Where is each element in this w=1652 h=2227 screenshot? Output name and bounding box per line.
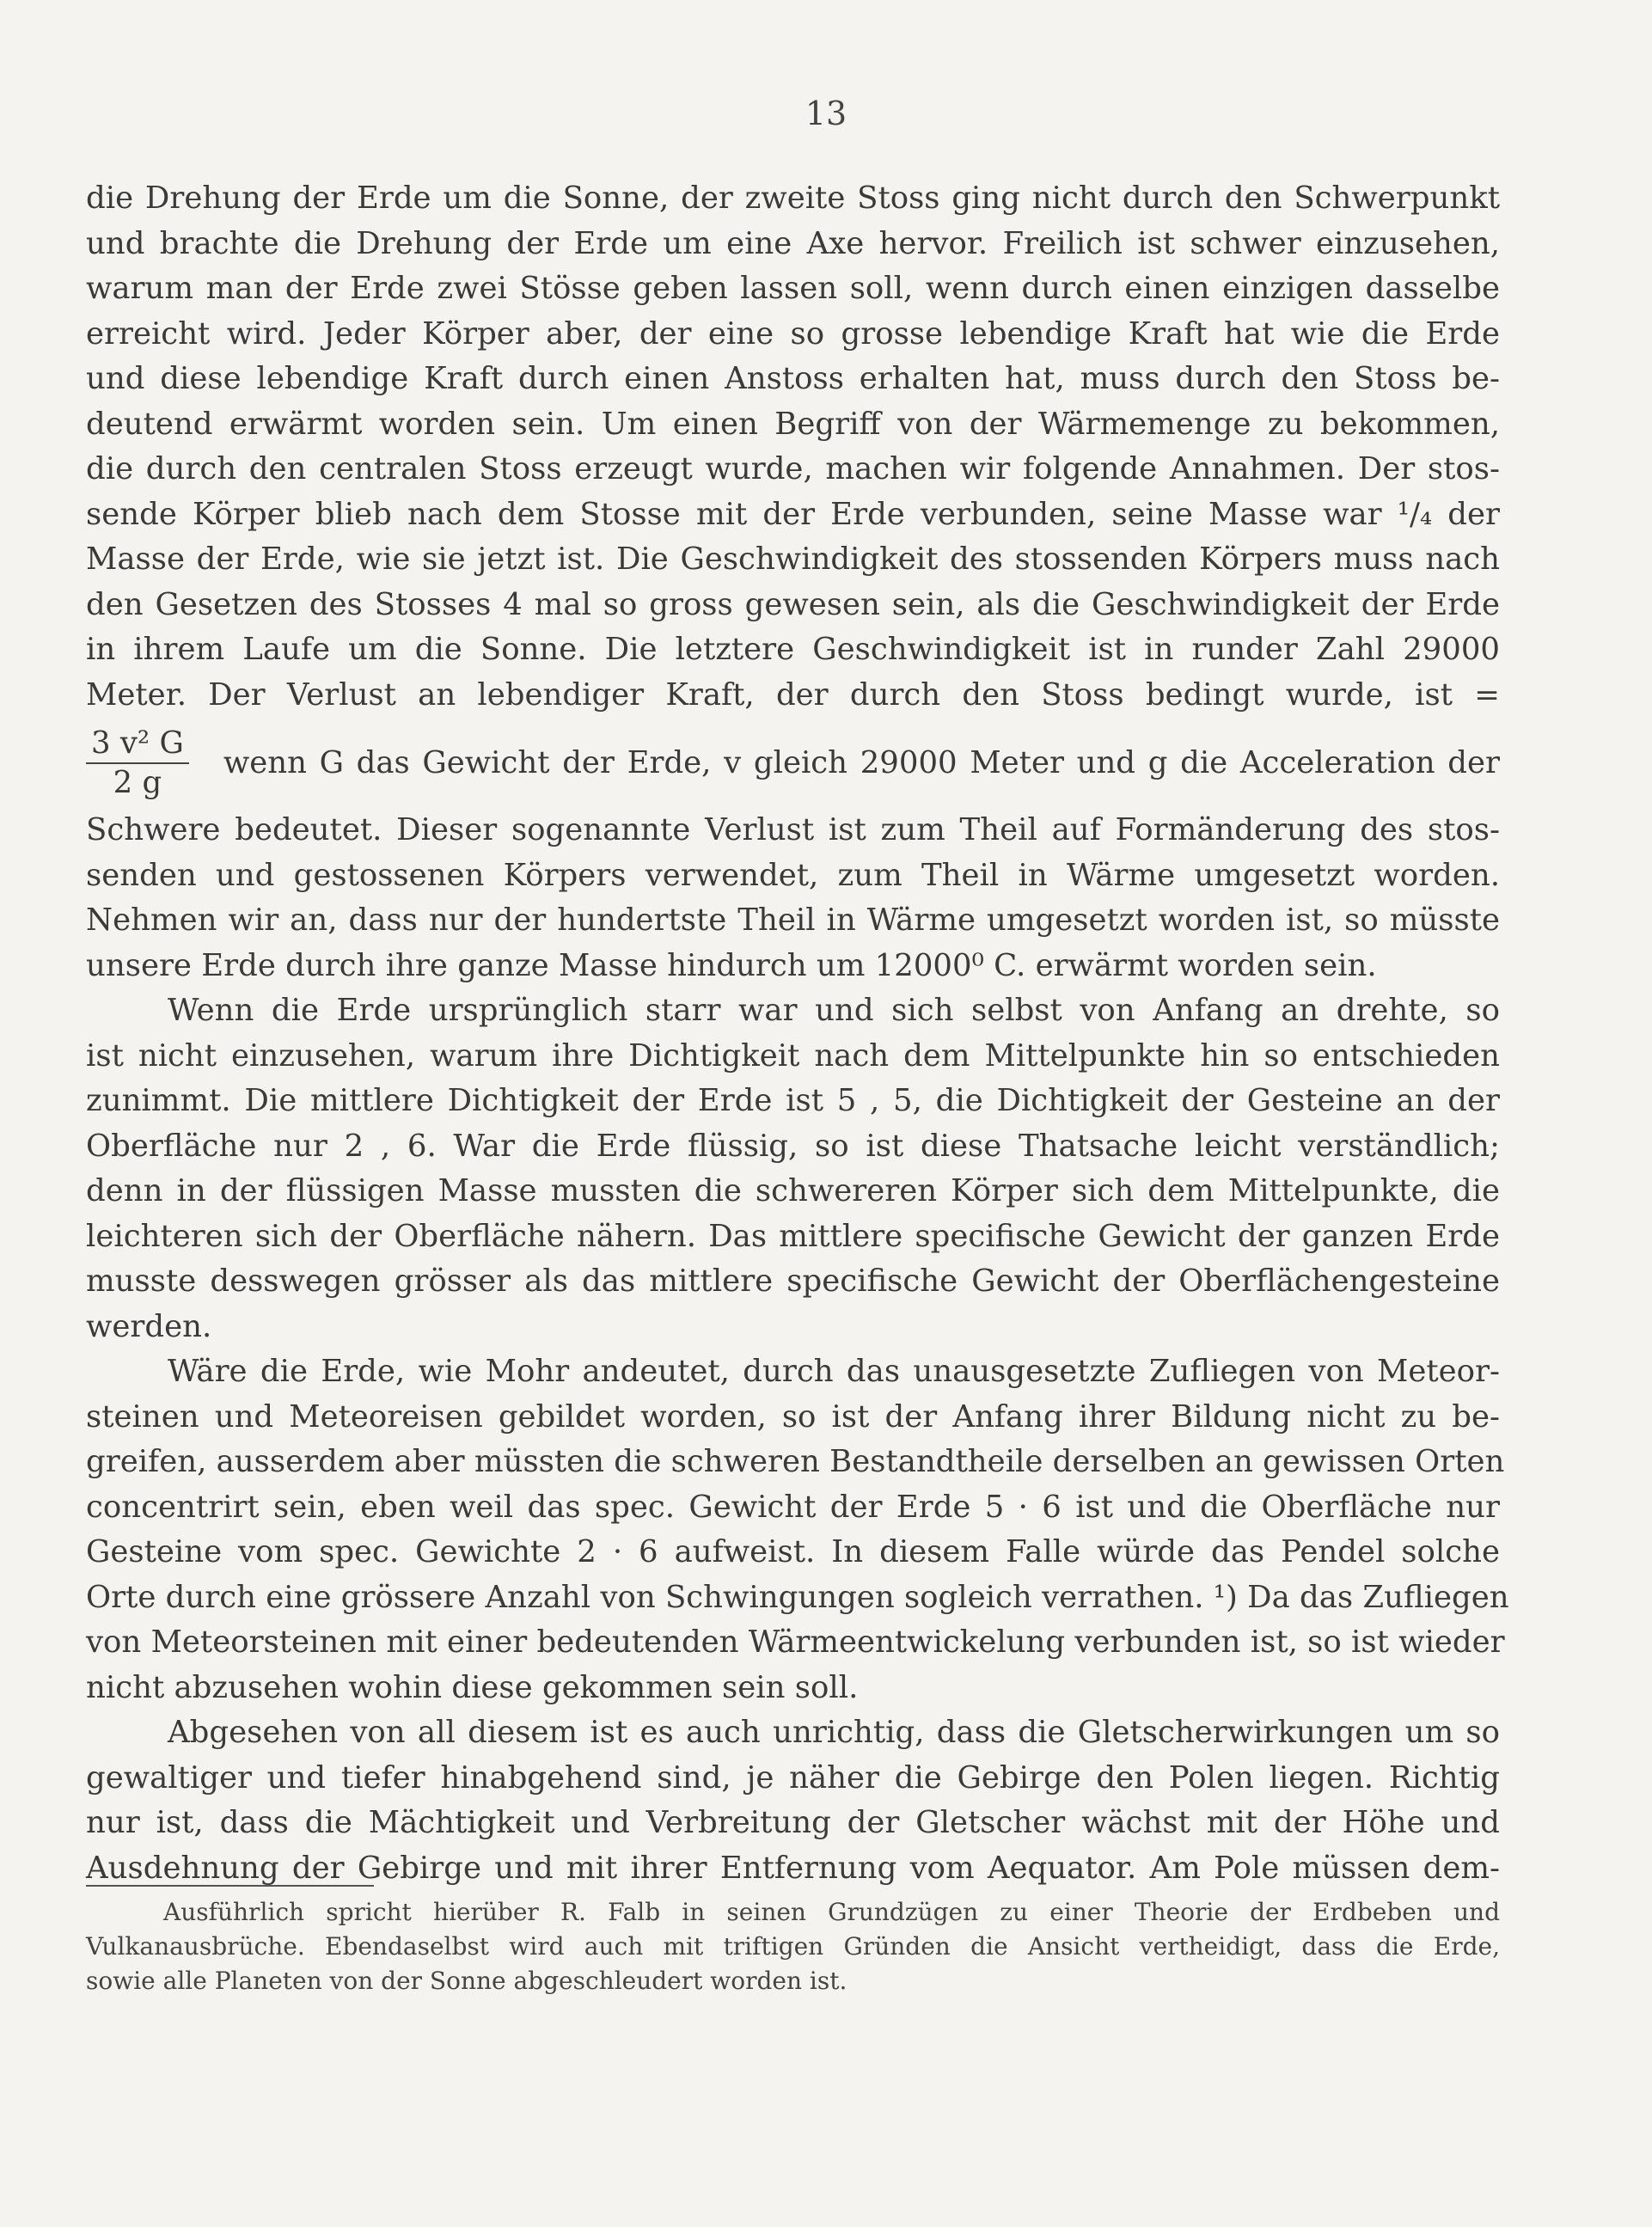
text-line: zunimmt. Die mittlere Dichtigkeit der Erde ist 5 , 5, die Dichtigkeit der Gesteine an der	[86, 1083, 1500, 1118]
paragraph-start: Abgesehen von all diesem ist es auch unrichtig, dass die Gletscherwirkungen um so	[168, 1715, 1500, 1750]
text-line: ist nicht einzusehen, warum ihre Dichtigkeit nach dem Mittelpunkte hin so entschieden	[86, 1037, 1500, 1074]
text-line: nur ist, dass die Mächtigkeit und Verbreitung der Gletscher wächst mit der Höhe und	[86, 1805, 1500, 1840]
text-line: greifen, ausserdem aber müssten die schweren Bestandtheile derselben an gewissen Orten	[86, 1444, 1505, 1479]
text-line: gewaltiger und tiefer hinabgehend sind, je näher die Gebirge den Polen liegen. Richtig	[86, 1759, 1500, 1796]
text-line: die Drehung der Erde um die Sonne, der zweite Stoss ging nicht durch den Schwerpunkt	[86, 180, 1500, 216]
text-line: die durch den centralen Stoss erzeugt wurde, machen wir folgende Annahmen. Der stos-	[86, 451, 1500, 486]
text-line: Meter. Der Verlust an lebendiger Kraft, der durch den Stoss bedingt wurde, ist =	[86, 676, 1500, 713]
footnote-line: Ausführlich spricht hierüber R. Falb in seinen Grundzügen zu einer Theorie der Erdbeben und	[163, 1898, 1500, 1926]
text-line: denn in der flüssigen Masse mussten die schwereren Körper sich dem Mittelpunkte, die	[86, 1173, 1500, 1208]
footnotes	[86, 1895, 1500, 1998]
text-line: warum man der Erde zwei Stösse geben lassen soll, wenn durch einen einzigen dasselbe	[86, 271, 1500, 306]
text-line: deutend erwärmt worden sein. Um einen Begriff von der Wärmemenge zu bekommen,	[86, 406, 1500, 442]
text-line: und diese lebendige Kraft durch einen Anstoss erhalten hat, muss durch den Stoss be-	[86, 361, 1500, 396]
formula-denominator: 2 g	[113, 764, 162, 800]
text-line: unsere Erde durch ihre ganze Masse hindurch um 12000⁰ C. erwärmt worden sein.	[86, 947, 1377, 983]
text-line: Gesteine vom spec. Gewichte 2 · 6 aufweist. In diesem Falle würde das Pendel solche	[86, 1534, 1500, 1569]
formula-line	[86, 718, 1500, 808]
kinetic-energy-formula	[86, 725, 189, 802]
page-number: 13	[805, 95, 847, 132]
text-line: von Meteorsteinen mit einer bedeutenden Wärmeentwickelung verbunden ist, so ist wieder	[86, 1624, 1505, 1660]
text-line: sende Körper blieb nach dem Stosse mit der Erde verbunden, seine Masse war ¹/₄ der	[86, 496, 1500, 532]
text-line: in ihrem Laufe um die Sonne. Die letztere Geschwindigkeit ist in runder Zahl 29000	[86, 632, 1500, 667]
formula-numerator: 3 v² G	[91, 725, 184, 761]
text-line: leichteren sich der Oberfläche nähern. Das mittlere specifische Gewicht der ganzen Erde	[86, 1218, 1500, 1254]
text-line: Schwere bedeutet. Dieser sogenannte Verlust ist zum Theil auf Formänderung des stos-	[86, 812, 1500, 847]
text-line: erreicht wird. Jeder Körper aber, der eine so grosse lebendige Kraft hat wie die Erde	[86, 315, 1500, 352]
text-line: und brachte die Drehung der Erde um eine Axe hervor. Freilich ist schwer einzusehen,	[86, 225, 1500, 261]
text-line: senden und gestossenen Körpers verwendet, zum Theil in Wärme umgesetzt worden.	[86, 857, 1500, 893]
paragraph-start: Wenn die Erde ursprünglich starr war und sich selbst von Anfang an drehte, so	[168, 993, 1500, 1028]
text-line: musste desswegen grösser als das mittlere specifische Gewicht der Oberflächengesteine	[86, 1263, 1500, 1299]
text-line: Masse der Erde, wie sie jetzt ist. Die Geschwindigkeit des stossenden Körpers muss nach	[86, 541, 1500, 577]
text-line: Orte durch eine grössere Anzahl von Schwingungen sogleich verrathen. ¹) Da das Zufliegen	[86, 1579, 1509, 1615]
text-line: werden.	[86, 1308, 212, 1344]
formula-explanation: wenn G das Gewicht der Erde, v gleich 29000 Meter und g die Acceleration der	[223, 744, 1500, 780]
text-line: Nehmen wir an, dass nur der hundertste Theil in Wärme umgesetzt worden ist, so müsste	[86, 902, 1500, 938]
text-line: nicht abzusehen wohin diese gekommen sein soll.	[86, 1669, 859, 1705]
text-line: Oberfläche nur 2 , 6. War die Erde flüssig, so ist diese Thatsache leicht verständlich;	[86, 1128, 1500, 1164]
footnote-line: Vulkanausbrüche. Ebendaselbst wird auch mit triftigen Gründen die Ansicht vertheidigt, dass die Erde,	[86, 1932, 1500, 1961]
footnote-line: sowie alle Planeten von der Sonne abgeschleudert worden ist.	[86, 1967, 847, 1995]
text-line: Ausdehnung der Gebirge und mit ihrer Entfernung vom Aequator. Am Pole müssen dem-	[86, 1850, 1500, 1886]
text-line: concentrirt sein, eben weil das spec. Gewicht der Erde 5 · 6 ist und die Oberfläche nur	[86, 1489, 1500, 1525]
body-text	[86, 176, 1509, 1891]
footnote-divider	[86, 1885, 374, 1887]
paragraph-start: Wäre die Erde, wie Mohr andeutet, durch das unausgesetzte Zufliegen von Meteor-	[168, 1354, 1500, 1389]
text-line: steinen und Meteoreisen gebildet worden, so ist der Anfang ihrer Bildung nicht zu be-	[86, 1398, 1500, 1435]
text-line: den Gesetzen des Stosses 4 mal so gross gewesen sein, als die Geschwindigkeit der Erde	[86, 586, 1500, 622]
